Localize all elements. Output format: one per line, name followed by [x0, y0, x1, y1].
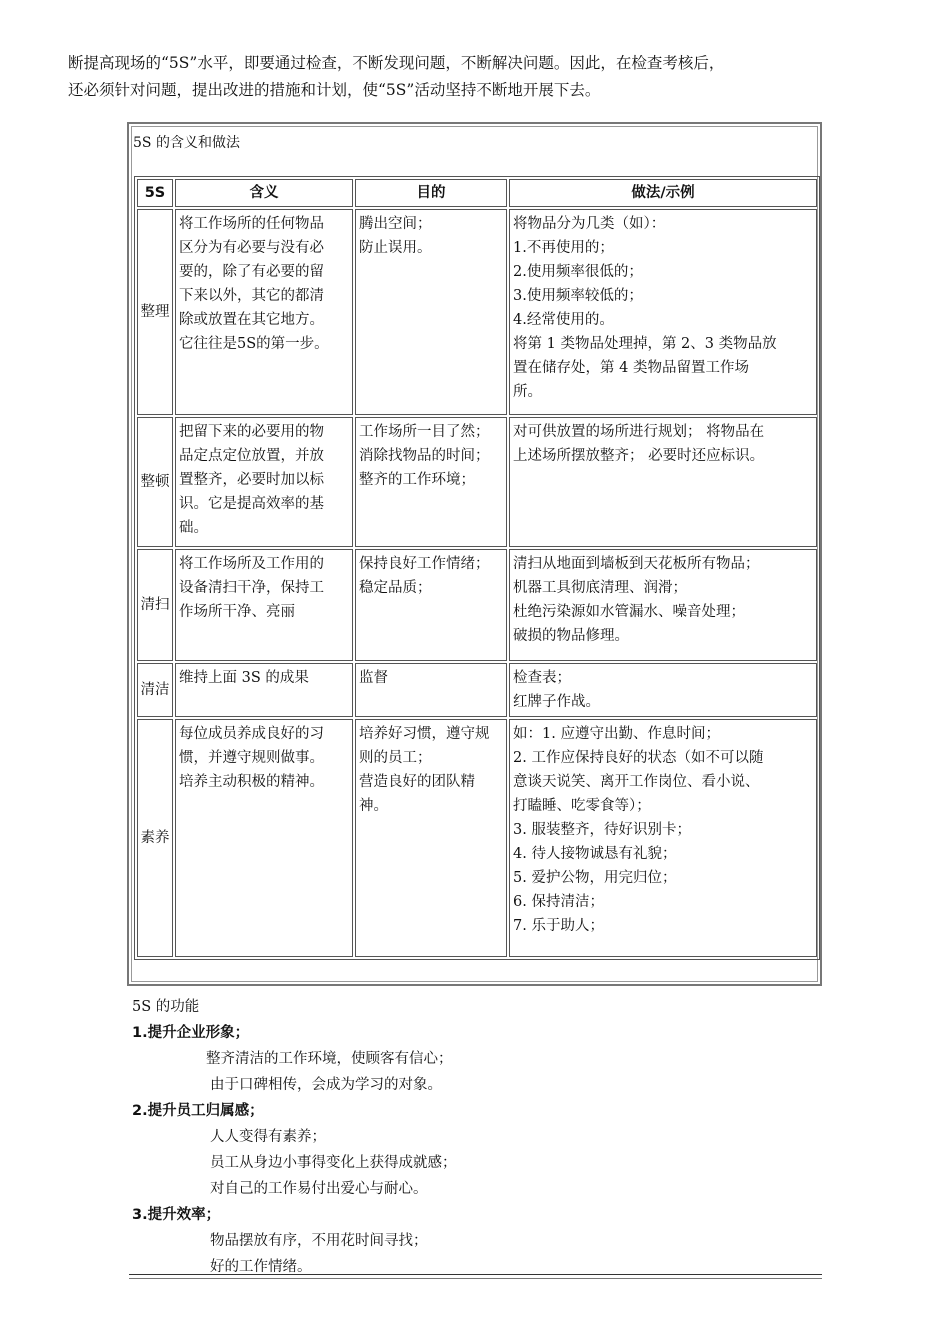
- header-meaning: 含义: [175, 179, 353, 207]
- functions-section: [132, 994, 832, 1280]
- function-item: 员工从身边小事得变化上获得成就感；: [210, 1155, 457, 1171]
- meaning-line: 培养主动积极的精神。: [179, 774, 324, 790]
- meaning-line: 置整齐，必要时加以标: [179, 472, 324, 488]
- intro-line: 还必须针对问题，提出改进的措施和计划，使“5S”活动坚持不断地开展下去。: [68, 81, 601, 99]
- purpose-line: 则的员工；: [359, 750, 432, 766]
- method-line: 3. 服装整齐，待好识别卡；: [513, 822, 691, 838]
- intro-paragraph: [68, 50, 898, 104]
- purpose-line: 监督: [359, 670, 388, 686]
- purpose-line: 培养好习惯，遵守规: [359, 726, 490, 742]
- purpose-line: 工作场所一目了然；: [359, 424, 490, 440]
- cell-method: [509, 549, 817, 661]
- method-line: 清扫从地面到墙板到天花板所有物品；: [513, 556, 760, 572]
- cell-method: [509, 719, 817, 957]
- bottom-rule-thin: [129, 1278, 822, 1279]
- cell-5s: 整顿: [137, 417, 173, 547]
- method-line: 打瞌睡、吃零食等）；: [513, 798, 651, 814]
- header-purpose: 目的: [355, 179, 507, 207]
- method-line: 置在储存处，第 4 类物品留置工作场: [513, 360, 749, 376]
- cell-method: [509, 209, 817, 415]
- method-line: 3.使用频率较低的；: [513, 288, 643, 304]
- meaning-line: 它往往是5S的第一步。: [179, 336, 329, 352]
- method-line: 6. 保持清洁；: [513, 894, 604, 910]
- meaning-line: 设备清扫干净，保持工: [179, 580, 324, 596]
- table-header-row: [137, 179, 817, 207]
- cell-5s: 清扫: [137, 549, 173, 661]
- meaning-line: 下来以外，其它的都清: [179, 288, 324, 304]
- purpose-line: 腾出空间；: [359, 216, 432, 232]
- header-method: 做法/示例: [509, 179, 817, 207]
- method-line: 破损的物品修理。: [513, 628, 629, 644]
- table-row: [137, 549, 817, 661]
- method-line: 将物品分为几类（如）：: [513, 216, 666, 232]
- method-line: 4.经常使用的。: [513, 312, 614, 328]
- meaning-line: 把留下来的必要用的物: [179, 424, 324, 440]
- meaning-line: 将工作场所及工作用的: [179, 556, 324, 572]
- cell-5s: 素养: [137, 719, 173, 957]
- meaning-line: 惯，并遵守规则做事。: [179, 750, 324, 766]
- cell-meaning: [175, 719, 353, 957]
- meaning-line: 要的，除了有必要的留: [179, 264, 324, 280]
- method-line: 检查表；: [513, 670, 571, 686]
- purpose-line: 防止误用。: [359, 240, 432, 256]
- method-line: 如：1. 应遵守出勤、作息时间；: [513, 726, 720, 742]
- cell-method: [509, 417, 817, 547]
- purpose-line: 整齐的工作环境；: [359, 472, 475, 488]
- table-row: [137, 417, 817, 547]
- meaning-line: 品定点定位放置，并放: [179, 448, 324, 464]
- cell-5s: 清洁: [137, 663, 173, 717]
- method-line: 红牌子作战。: [513, 694, 600, 710]
- function-item: 人人变得有素养；: [210, 1129, 326, 1145]
- table-caption: 5S 的含义和做法: [133, 135, 240, 151]
- header-5s: 5S: [137, 179, 173, 207]
- function-item: 物品摆放有序，不用花时间寻找；: [210, 1233, 428, 1249]
- meaning-line: 作场所干净、亮丽: [179, 604, 295, 620]
- meaning-line: 除或放置在其它地方。: [179, 312, 324, 328]
- meaning-line: 将工作场所的任何物品: [179, 216, 324, 232]
- cell-meaning: [175, 209, 353, 415]
- cell-5s: 整理: [137, 209, 173, 415]
- meaning-line: 识。它是提高效率的基: [179, 496, 324, 512]
- function-heading: 2.提升员工归属感；: [132, 1103, 264, 1119]
- method-line: 1.不再使用的；: [513, 240, 614, 256]
- meaning-line: 础。: [179, 520, 208, 536]
- meaning-line: 区分为有必要与没有必: [179, 240, 324, 256]
- cell-meaning: [175, 417, 353, 547]
- method-line: 对可供放置的场所进行规划； 将物品在: [513, 424, 765, 440]
- cell-purpose: [355, 663, 507, 717]
- cell-purpose: [355, 417, 507, 547]
- method-line: 4. 待人接物诚恳有礼貌；: [513, 846, 677, 862]
- method-line: 2. 工作应保持良好的状态（如不可以随: [513, 750, 764, 766]
- table-row: [137, 663, 817, 717]
- cell-purpose: [355, 209, 507, 415]
- method-line: 所。: [513, 384, 542, 400]
- cell-meaning: [175, 663, 353, 717]
- cell-method: [509, 663, 817, 717]
- function-item: 整齐清洁的工作环境，使顾客有信心；: [206, 1051, 453, 1067]
- functions-title: 5S 的功能: [132, 999, 200, 1015]
- method-line: 上述场所摆放整齐； 必要时还应标识。: [513, 448, 765, 464]
- table-row: [137, 209, 817, 415]
- method-line: 杜绝污染源如水管漏水、噪音处理；: [513, 604, 745, 620]
- purpose-line: 神。: [359, 798, 388, 814]
- intro-line: 断提高现场的“5S”水平，即要通过检查，不断发现问题，不断解决问题。因此，在检查考核后，: [68, 54, 725, 72]
- purpose-line: 营造良好的团队精: [359, 774, 475, 790]
- purpose-line: 消除找物品的时间；: [359, 448, 490, 464]
- table-row: [137, 719, 817, 957]
- method-line: 机器工具彻底清理、润滑；: [513, 580, 687, 596]
- function-item: 好的工作情绪。: [210, 1259, 312, 1275]
- meaning-line: 维持上面 3S 的成果: [179, 670, 309, 686]
- function-item: 对自己的工作易付出爱心与耐心。: [210, 1181, 428, 1197]
- method-line: 5. 爱护公物，用完归位；: [513, 870, 677, 886]
- method-line: 意谈天说笑、离开工作岗位、看小说、: [513, 774, 760, 790]
- method-line: 将第 1 类物品处理掉，第 2、3 类物品放: [513, 336, 777, 352]
- purpose-line: 稳定品质；: [359, 580, 432, 596]
- cell-purpose: [355, 549, 507, 661]
- meaning-line: 每位成员养成良好的习: [179, 726, 324, 742]
- cell-purpose: [355, 719, 507, 957]
- function-item: 由于口碑相传，会成为学习的对象。: [210, 1077, 442, 1093]
- function-heading: 3.提升效率；: [132, 1207, 221, 1223]
- 5s-table: [134, 176, 820, 960]
- method-line: 2.使用频率很低的；: [513, 264, 643, 280]
- purpose-line: 保持良好工作情绪；: [359, 556, 490, 572]
- function-heading: 1.提升企业形象；: [132, 1025, 250, 1041]
- cell-meaning: [175, 549, 353, 661]
- bottom-rule: [129, 1274, 822, 1275]
- method-line: 7. 乐于助人；: [513, 918, 604, 934]
